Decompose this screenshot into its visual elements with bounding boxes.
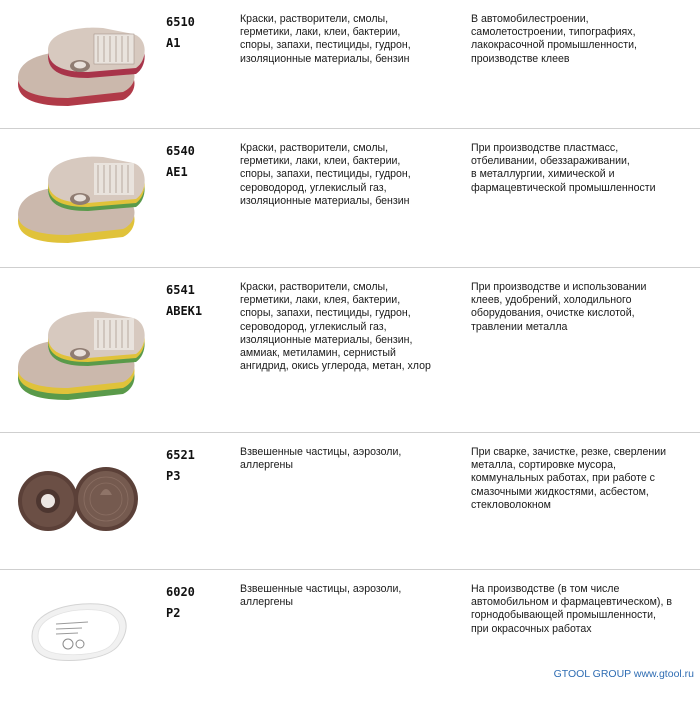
table-row [0,433,700,569]
usage-line: споры, запахи, пестициды, гудрон, [240,39,411,52]
usage-line: Краски, растворители, смолы, [240,281,389,293]
application-line: в металлургии, химической и [471,168,615,181]
application-line: На производстве (в том числе [471,583,620,595]
gas-cartridge-icon [8,22,153,110]
usage-line: изоляционные материалы, бензин [240,52,410,65]
application-line: При сварке, зачистке, резке, сверлении [471,446,667,458]
application-line: производстве клеев [471,52,570,65]
application-cell [471,142,696,195]
application-cell [471,281,696,334]
filter-code: 6020 [166,585,195,599]
usage-line: Взвешенные частицы, аэрозоли, [240,583,402,595]
application-line: при окрасочных работах [471,622,592,635]
application-line: стекловолокном [471,498,551,511]
usage-line: Взвешенные частицы, аэрозоли, [240,446,402,458]
gas-cartridge-icon [8,149,153,249]
usage-line: сероводород, углекислый газ, [240,181,387,194]
application-line: коммунальных работах, при работе с [471,472,655,485]
usage-line: ангидрид, окись углерода, метан, хлор [240,360,431,373]
application-line: самолетостроении, типографиях, [471,26,636,39]
application-cell [471,13,696,66]
round-particle-filter-icon [8,455,153,545]
table-row [0,570,700,670]
filter-code: 6521 [166,448,195,462]
table-row [0,268,700,432]
usage-cell [240,583,460,609]
application-line: металла, сортировке мусора, [471,459,616,472]
application-cell [471,583,696,636]
usage-line: споры, запахи, пестициды, гудрон, [240,168,411,181]
usage-line: аллергены [240,459,294,472]
usage-line: аммиак, метиламин, сернистый [240,347,396,360]
usage-cell [240,13,460,66]
usage-line: споры, запахи, пестициды, гудрон, [240,307,411,320]
usage-line: изоляционные материалы, бензин, [240,333,413,346]
filter-class: ABEK1 [166,304,203,318]
application-line: фармацевтической промышленности [471,181,656,194]
table-row [0,0,700,128]
usage-line: герметики, лаки, клеи, бактерии, [240,26,401,39]
filter-code: 6510 [166,15,195,29]
application-line: оборудования, очистке кислотой, [471,307,635,320]
application-line: смазочными жидкостями, асбестом, [471,485,649,498]
application-line: автомобильном и фармацевтическом), в [471,596,672,609]
application-line: отбеливании, обеззараживании, [471,155,630,168]
application-line: травлении металла [471,320,568,333]
filter-class: AE1 [166,165,188,179]
application-line: При производстве пластмасс, [471,142,619,154]
usage-line: герметики, лаки, клеи, бактерии, [240,155,401,168]
usage-cell [240,446,460,472]
table-row [0,129,700,267]
filter-class: P2 [166,606,181,620]
footer-credit: GTOOL GROUP www.gtool.ru [553,668,694,680]
gas-cartridge-icon [8,298,153,408]
filter-class: A1 [166,36,181,50]
usage-line: Краски, растворители, смолы, [240,142,389,154]
usage-line: аллергены [240,596,294,609]
application-line: При производстве и использовании [471,281,647,293]
application-line: лакокрасочной промышленности, [471,39,637,52]
usage-cell [240,142,460,208]
application-line: горнодобывающей промышленности, [471,609,656,622]
application-line: клеев, удобрений, холодильного [471,294,632,307]
usage-line: Краски, растворители, смолы, [240,13,389,25]
pad-filter-icon [8,596,153,666]
filter-class: P3 [166,469,181,483]
usage-line: изоляционные материалы, бензин [240,194,410,207]
filter-code: 6540 [166,144,195,158]
usage-cell [240,281,460,373]
application-cell [471,446,696,512]
usage-line: сероводород, углекислый газ, [240,320,387,333]
usage-line: герметики, лаки, клея, бактерии, [240,294,401,307]
filter-code: 6541 [166,283,195,297]
application-line: В автомобилестроении, [471,13,589,25]
